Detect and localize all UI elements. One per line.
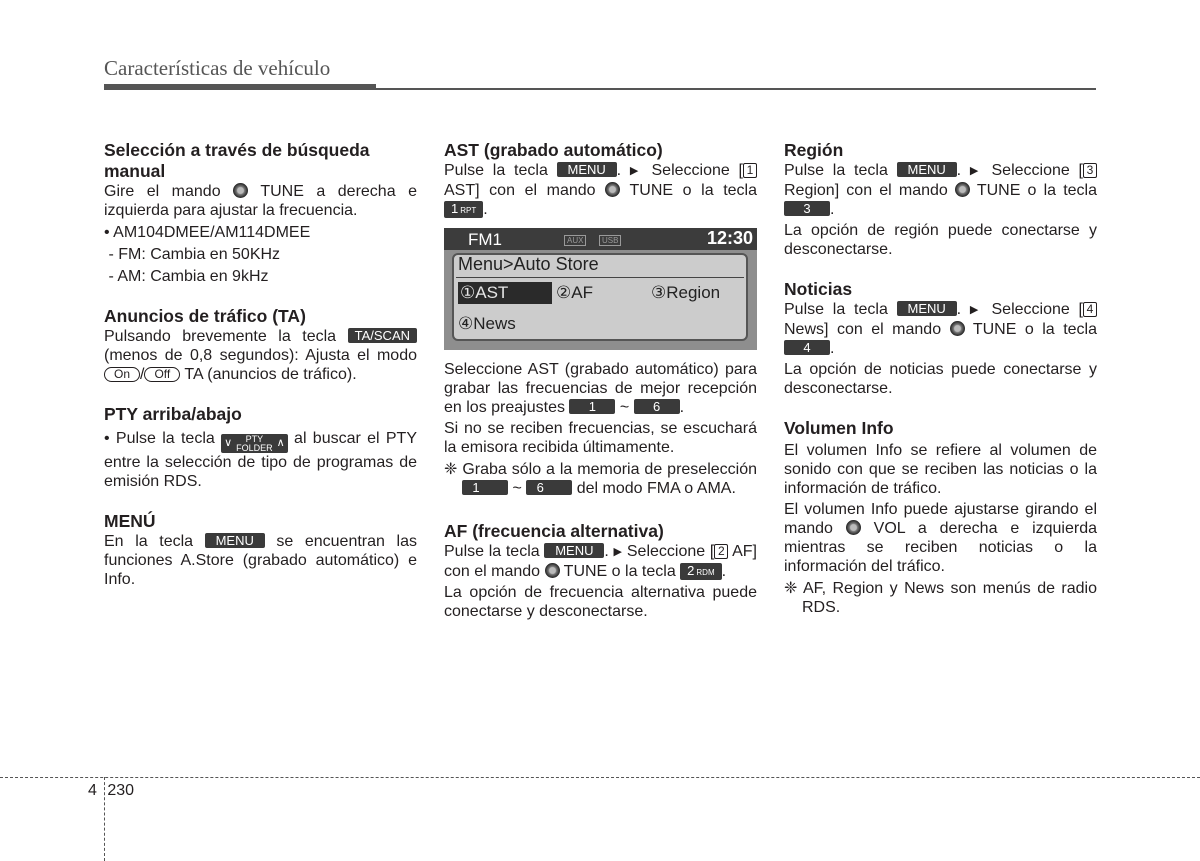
page-header-title: Características de vehículo <box>104 56 331 80</box>
header-rule-thick <box>104 84 376 90</box>
menu-key: MENU <box>897 301 957 316</box>
vol-knob-icon <box>846 520 861 535</box>
column-3 <box>784 140 1097 617</box>
page-number: 4 230 <box>88 782 135 799</box>
paragraph-af: Pulse la tecla MENU . ▶ Seleccione [ 2 AF] con el mando TUNE o la tecla 2 RDM . <box>444 543 757 580</box>
menu-key: MENU <box>205 533 265 548</box>
preset-1-rpt-key: 1 RPT <box>444 201 483 218</box>
display-menu-item-ast: ①AST <box>458 282 552 304</box>
list-item: - AM: Cambia en 9kHz <box>104 268 269 285</box>
paragraph-af-description: La opción de frecuencia alternativa puede conectarse y desconectarse. <box>444 584 757 620</box>
triangle-right-icon: ▶ <box>969 304 983 316</box>
list-item: - FM: Cambia en 50KHz <box>104 246 281 263</box>
chevron-up-icon: ∧ <box>276 437 285 449</box>
paragraph-news-description: La opción de noticias puede conectarse y desconectarse. <box>784 361 1097 397</box>
display-menu-panel <box>452 253 748 341</box>
paragraph-menu: En la tecla MENU se encuentran las funciones A.Store (grabado automático) e Info. <box>104 533 417 588</box>
menu-key: MENU <box>544 543 604 558</box>
triangle-right-icon: ▶ <box>613 546 623 558</box>
pty-folder-key: ∨ PTY FOLDER ∧ <box>221 434 288 453</box>
ta-scan-key: TA/SCAN <box>348 328 417 343</box>
paragraph-region-description: La opción de región puede conectarse y desconectarse. <box>784 222 1097 258</box>
chevron-down-icon: ∨ <box>224 437 233 449</box>
preset-6-key: 6 <box>526 480 572 495</box>
tune-knob-icon <box>545 563 560 578</box>
display-clock: 12:30 <box>706 228 753 248</box>
section-title-news: Noticias <box>784 279 853 299</box>
paragraph-no-frequencies: Si no se reciben frecuencias, se escuchará la emisora recibida últimamente. <box>444 420 757 456</box>
paragraph-volume-info-2: El volumen Info puede ajustarse girando el mando VOL a derecha e izquierda mientras se reciben noticias o la información del tráfico. <box>784 501 1098 575</box>
paragraph-region: Pulse la tecla MENU . ▶ Seleccione [ 3 Region] con el mando TUNE o la tecla 3 . <box>784 162 1097 218</box>
preset-4-key: 4 <box>784 340 830 355</box>
preset-6-key: 6 <box>634 399 680 414</box>
number-2-icon: 2 <box>714 544 728 559</box>
display-menu-item-af: ②AF <box>556 283 593 302</box>
tune-knob-icon <box>605 182 620 197</box>
preset-1-key: 1 <box>569 399 615 414</box>
paragraph-news: Pulse la tecla MENU . ▶ Seleccione [ 4 News] con el mando TUNE o la tecla 4 . <box>784 301 1097 357</box>
section-title-ast: AST (grabado automático) <box>444 140 663 160</box>
triangle-right-icon: ▶ <box>629 165 643 177</box>
preset-2-rdm-key: 2 RDM <box>680 563 721 580</box>
radio-display-screen <box>444 228 757 350</box>
number-1-icon: 1 <box>743 163 757 178</box>
display-menu-item-news: ④News <box>458 314 516 333</box>
paragraph-pty: • Pulse la tecla ∨ PTY FOLDER ∧ al buscar el PTY entre la selección de tipo de programas de emisión RDS. <box>104 430 417 490</box>
section-title-region: Región <box>784 140 844 160</box>
preset-3-key: 3 <box>784 201 830 216</box>
paragraph-ast-description: Seleccione AST (grabado automático) para grabar las frecuencias de mejor recepción en los preajustes 1 ~ 6 . <box>444 361 757 416</box>
section-title-traffic: Anuncios de tráfico (TA) <box>104 306 306 326</box>
off-key: Off <box>144 367 180 382</box>
tune-knob-icon <box>233 183 248 198</box>
display-band: FM1 <box>468 230 502 249</box>
menu-key: MENU <box>557 162 617 177</box>
triangle-right-icon: ▶ <box>969 165 983 177</box>
paragraph-traffic: Pulsando brevemente la tecla TA/SCAN (menos de 0,8 segundos): Ajusta el modo On / Off TA (anuncios de tráfico). <box>104 328 417 383</box>
paragraph-manual-search: Gire el mando TUNE a derecha e izquierda para ajustar la frecuencia. <box>104 183 417 219</box>
paragraph-volume-info-1: El volumen Info se refiere al volumen de sonido con que se reciben las noticias o la información de tráfico. <box>784 442 1097 497</box>
tune-knob-icon <box>955 182 970 197</box>
note-rds-menus: ❈ AF, Region y News son menús de radio RDS. <box>784 580 1097 616</box>
section-title-af: AF (frecuencia alternativa) <box>444 521 664 541</box>
menu-key: MENU <box>897 162 957 177</box>
column-2 <box>444 140 757 621</box>
header-rule-thin <box>376 88 1096 90</box>
display-usb-badge: USB <box>599 235 621 246</box>
number-4-icon: 4 <box>1083 302 1097 317</box>
note-ast: ❈ Graba sólo a la memoria de preselección 1 ~ 6 del modo FMA o AMA. <box>444 461 757 497</box>
column-1 <box>104 140 417 589</box>
number-3-icon: 3 <box>1083 163 1097 178</box>
display-aux-badge: AUX <box>564 235 586 246</box>
section-title-volume-info: Volumen Info <box>784 418 894 438</box>
list-item: • AM104DMEE/AM114DMEE <box>104 224 311 241</box>
preset-1-key: 1 <box>462 480 508 495</box>
tune-knob-icon <box>950 321 965 336</box>
display-menu-title: Menu>Auto Store <box>458 254 599 274</box>
section-title-menu: MENÚ <box>104 511 156 531</box>
on-key: On <box>104 367 140 382</box>
display-menu-item-region: ③Region <box>651 283 721 302</box>
paragraph-ast: Pulse la tecla MENU . ▶ Seleccione [ 1 AST] con el mando TUNE o la tecla 1 RPT . <box>444 162 757 218</box>
footer-divider <box>0 777 1200 778</box>
section-title-manual-search: Selección a través de búsqueda manual <box>104 140 370 181</box>
section-title-pty: PTY arriba/abajo <box>104 404 242 424</box>
